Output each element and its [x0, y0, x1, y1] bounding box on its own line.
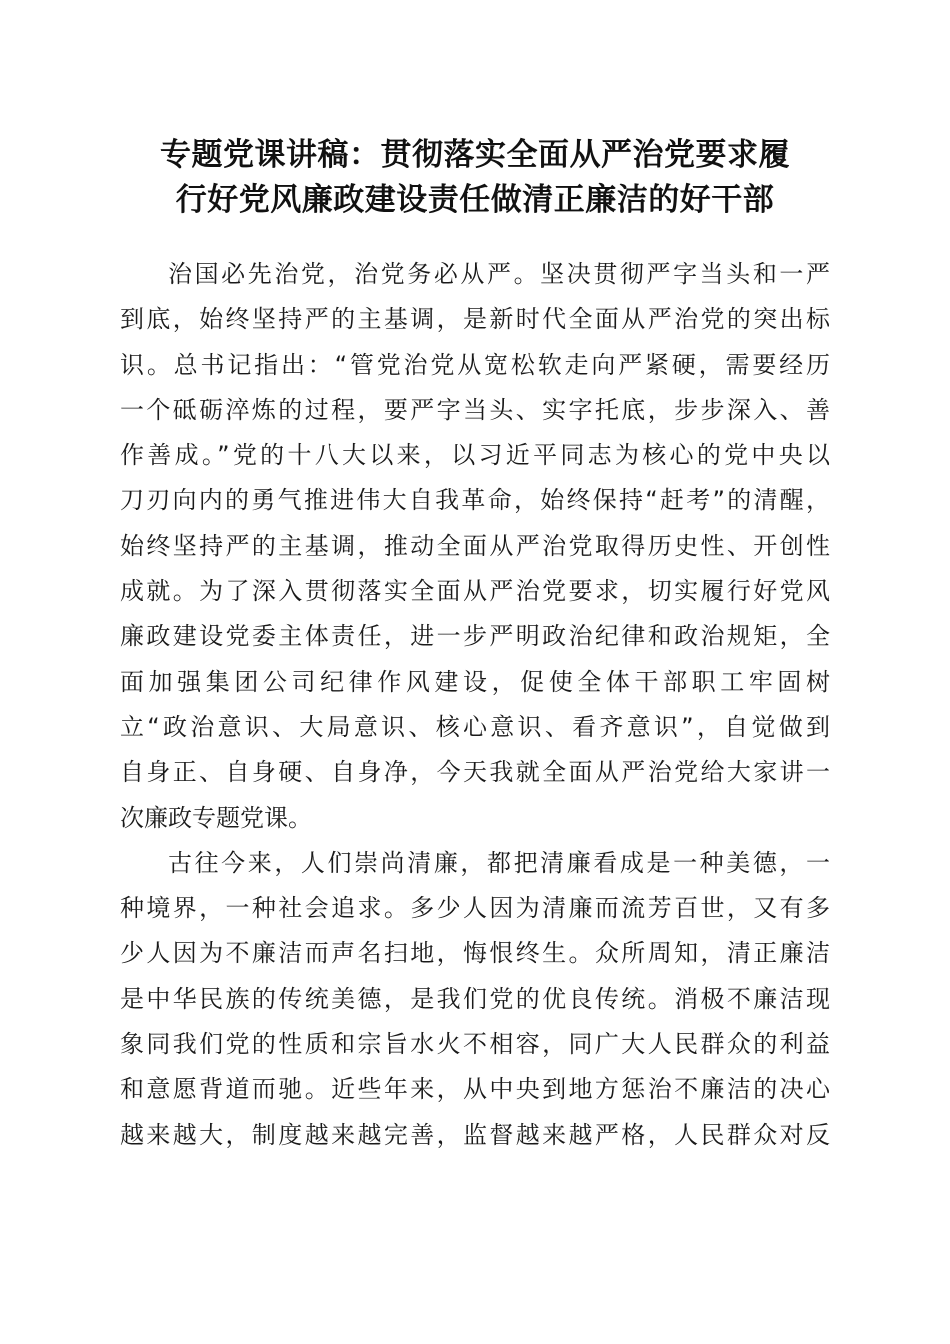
text-line: 少人因为不廉洁而声名扫地，悔恨终生。众所周知，清正廉洁 — [120, 939, 830, 968]
document-body — [120, 252, 830, 1158]
text-line: 和意愿背道而驰。近些年来，从中央到地方惩治不廉洁的决心 — [120, 1075, 830, 1104]
text-line: 立“政治意识、大局意识、核心意识、看齐意识”，自觉做到 — [120, 712, 830, 741]
text-line: 作善成。”党的十八大以来，以习近平同志为核心的党中央以 — [120, 441, 830, 470]
text-line: 古往今来，人们崇尚清廉，都把清廉看成是一种美德，一 — [168, 848, 830, 877]
text-line: 自身正、自身硬、自身净，今天我就全面从严治党给大家讲一 — [120, 758, 830, 787]
text-line: 次廉政专题党课。 — [120, 803, 312, 832]
text-line: 廉政建设党委主体责任，进一步严明政治纪律和政治规矩，全 — [120, 622, 830, 651]
title-line-1: 专题党课讲稿：贯彻落实全面从严治党要求履 — [160, 137, 790, 173]
text-line: 始终坚持严的主基调，推动全面从严治党取得历史性、开创性 — [120, 531, 830, 560]
text-line: 刀刃向内的勇气推进伟大自我革命，始终保持“赶考”的清醒， — [120, 486, 830, 515]
paragraph-2 — [120, 841, 830, 1158]
text-line: 到底，始终坚持严的主基调，是新时代全面从严治党的突出标 — [120, 305, 830, 334]
document-title — [100, 133, 850, 223]
text-line: 越来越大，制度越来越完善，监督越来越严格，人民群众对反 — [120, 1120, 830, 1149]
text-line: 一个砥砺淬炼的过程，要严字当头、实字托底，步步深入、善 — [120, 395, 830, 424]
text-line: 种境界，一种社会追求。多少人因为清廉而流芳百世，又有多 — [120, 894, 830, 923]
title-line-2: 行好党风廉政建设责任做清正廉洁的好干部 — [175, 182, 775, 218]
text-line: 治国必先治党，治党务必从严。坚决贯彻严字当头和一严 — [168, 260, 830, 288]
text-line: 面加强集团公司纪律作风建设，促使全体干部职工牢固树 — [120, 667, 830, 696]
text-line: 识。总书记指出：“管党治党从宽松软走向严紧硬，需要经历 — [120, 350, 830, 379]
text-line: 成就。为了深入贯彻落实全面从严治党要求，切实履行好党风 — [120, 577, 830, 606]
text-line: 象同我们党的性质和宗旨水火不相容，同广大人民群众的利益 — [120, 1030, 830, 1059]
text-line: 是中华民族的传统美德，是我们党的优良传统。消极不廉洁现 — [120, 984, 830, 1013]
paragraph-1 — [120, 252, 830, 841]
